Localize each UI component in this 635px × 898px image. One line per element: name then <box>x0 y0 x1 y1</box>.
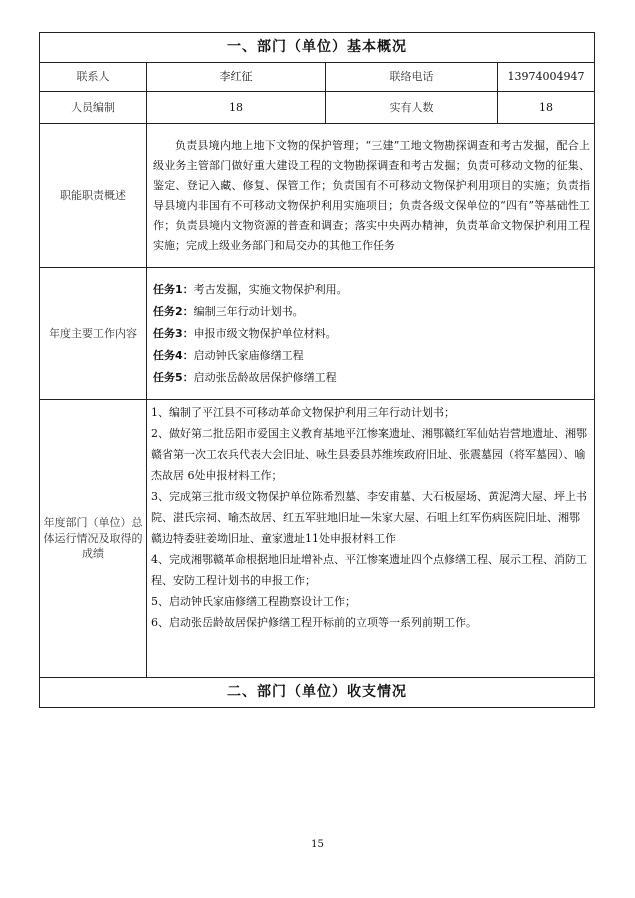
task-text: 启动张岳龄故居保护修缮工程 <box>193 370 337 384</box>
achievement-item: 6、启动张岳龄故居保护修缮工程开标前的立项等一系列前期工作。 <box>151 616 477 629</box>
duties-cell <box>147 124 595 268</box>
task-item <box>153 279 588 301</box>
staff-value: 18 <box>147 92 326 124</box>
task-text: 申报市级文物保护单位材料。 <box>193 326 337 340</box>
contact-value: 李红征 <box>147 63 326 92</box>
achievements-row <box>40 400 595 678</box>
achievement-item: 4、完成湘鄂赣革命根据地旧址增补点、平江惨案遗址四个点修缮工程、展示工程、消防工程、安防工程计划书的申报工作； <box>151 553 587 587</box>
phone-label: 联络电话 <box>326 63 498 92</box>
achievements-cell <box>147 400 595 678</box>
actual-staff-value: 18 <box>498 92 595 124</box>
achievement-item: 3、完成第三批市级文物保护单位陈希烈墓、李安甫墓、大石板屋场、黄泥湾大屋、坪上书院、湛氏宗祠、喻杰故居、红五军驻地旧址—朱家大屋、石咀上红军伤病医院旧址、湘鄂赣边特委驻姜坳旧址、童家遗址11处申报材料工作 <box>151 490 587 545</box>
duties-row <box>40 124 595 268</box>
section2-title: 二、部门（单位）收支情况 <box>40 678 595 708</box>
task-key: 任务5： <box>153 370 194 384</box>
task-key: 任务2： <box>153 304 194 318</box>
overview-sheet <box>39 32 594 708</box>
task-key: 任务3： <box>153 326 194 340</box>
task-text: 启动钟氏家庙修缮工程 <box>193 348 304 362</box>
page-number: 15 <box>311 839 324 850</box>
task-item <box>153 301 588 323</box>
overview-table <box>39 32 595 708</box>
achievement-item: 1、编制了平江县不可移动革命文物保护利用三年行动计划书； <box>151 406 455 419</box>
phone-value: 13974004947 <box>498 63 595 92</box>
task-key: 任务1： <box>153 282 194 296</box>
tasks-cell <box>147 268 595 400</box>
actual-staff-label: 实有人数 <box>326 92 498 124</box>
achievement-item: 2、做好第二批岳阳市爱国主义教育基地平江惨案遗址、湘鄂赣红军仙姑岩营地遗址、湘鄂赣省第一次工农兵代表大会旧址、咏生县委县苏维埃政府旧址、张震墓园（将军墓园）、喻杰故居 6处申报材料工作； <box>151 427 587 482</box>
task-item <box>153 367 588 389</box>
task-text: 编制三年行动计划书。 <box>193 304 304 318</box>
task-key: 任务4： <box>153 348 194 362</box>
staff-label: 人员编制 <box>40 92 147 124</box>
task-item <box>153 345 588 367</box>
achievements-label: 年度部门（单位）总体运行情况及取得的成绩 <box>40 400 147 678</box>
tasks-label: 年度主要工作内容 <box>40 268 147 400</box>
duties-text: 负责县境内地上地下文物的保护管理；“三建”工地文物勘探调查和考古发掘，配合上级业务主管部门做好重大建设工程的文物勘探调查和考古发掘；负责可移动文物的征集、鉴定、登记入藏、修复、保管工作；负责国有不可移动文物保护利用项目的实施；负责指导县境内非国有不可移动文物保护利用实施项目；负责各级文保单位的“四有”等基础性工作；负责县境内文物资源的普查和调查；落实中央两办精神，负责革命文物保护利用工程实施；完成上级业务部门和局交办的其他工作任务 <box>153 138 590 252</box>
contact-row <box>40 63 595 92</box>
section2-row <box>40 678 595 708</box>
section1-title: 一、部门（单位）基本概况 <box>40 33 595 63</box>
contact-label: 联系人 <box>40 63 147 92</box>
tasks-row <box>40 268 595 400</box>
task-item <box>153 323 588 345</box>
duties-label: 职能职责概述 <box>40 124 147 268</box>
achievement-item: 5、启动钟氏家庙修缮工程勘察设计工作； <box>151 595 356 608</box>
section1-row <box>40 33 595 63</box>
task-text: 考古发掘，实施文物保护利用。 <box>193 282 348 296</box>
staff-row <box>40 92 595 124</box>
